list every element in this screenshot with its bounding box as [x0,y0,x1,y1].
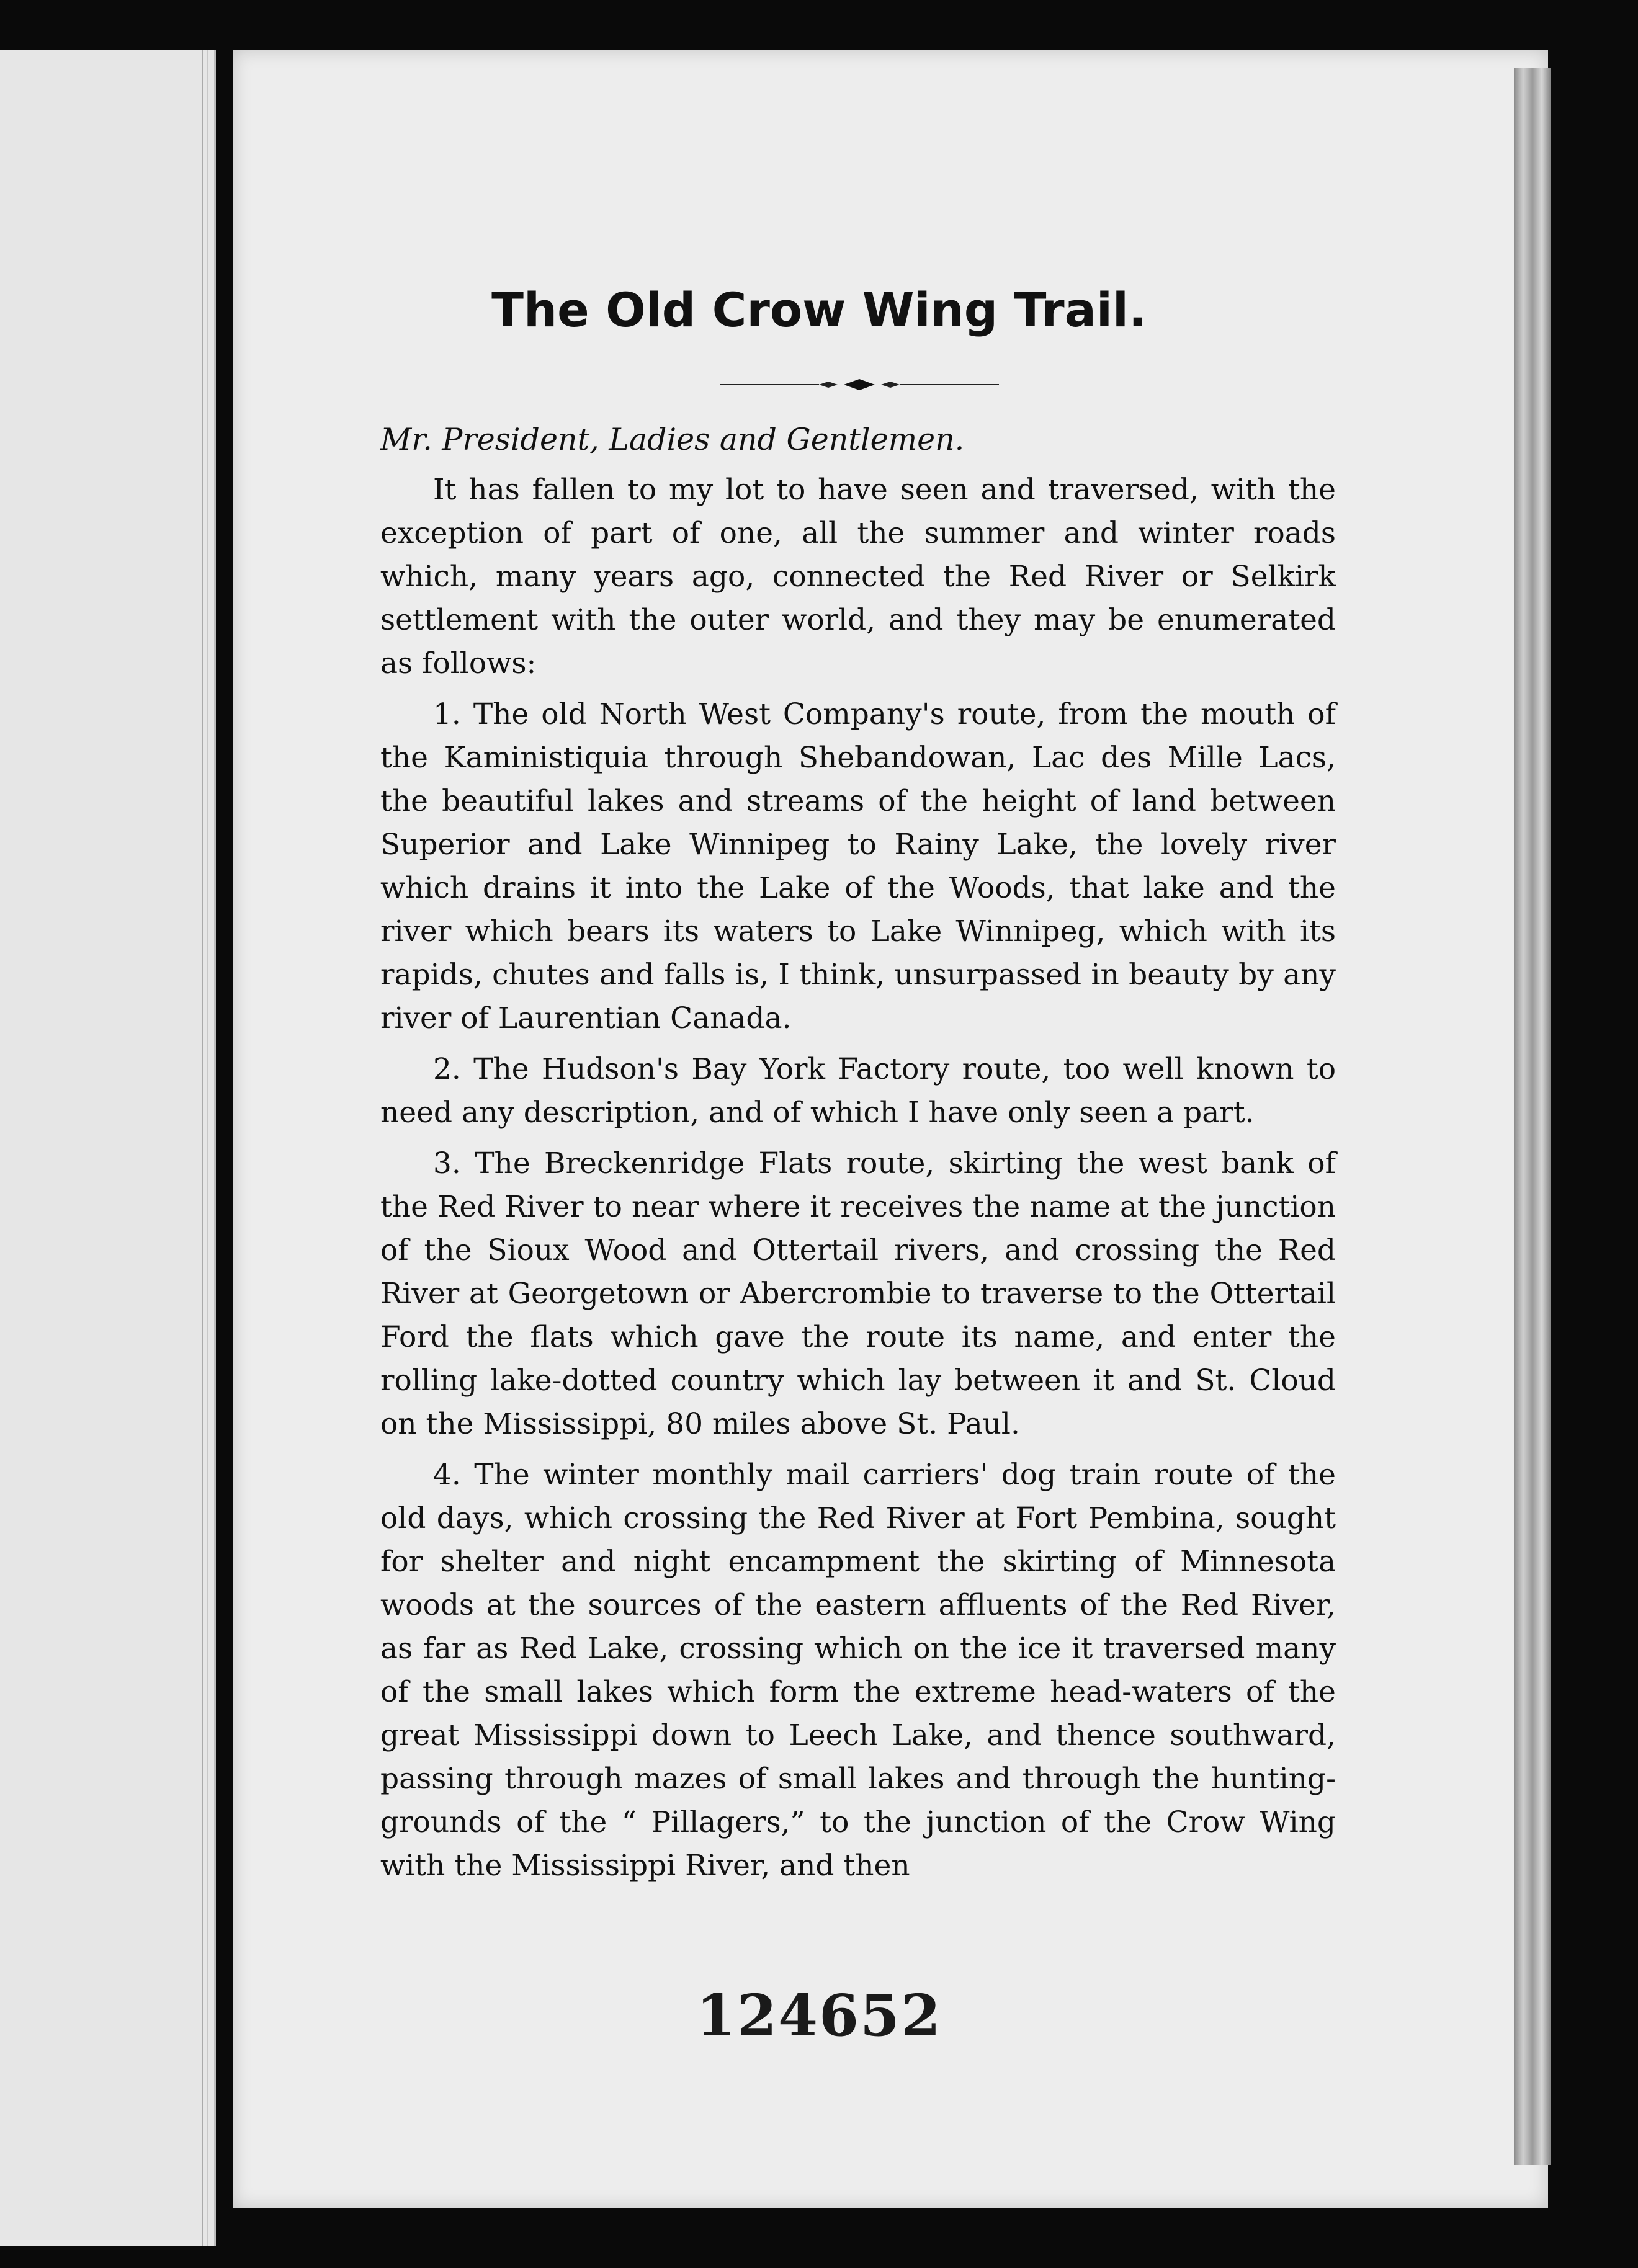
paragraph: It has fallen to my lot to have seen and traversed, with the exception of part of one, all the summer and winter roads which, many years ago, connected the Red River or Selkirk settlement with the outer world, and they may be enumerated as follows: [380,473,1336,681]
catalog-number: 124652 [696,1982,942,2049]
salutation: Mr. President, Ladies and Gentlemen. [380,422,965,457]
paragraph: 1. The old North West Company's route, from the mouth of the Kaministiquia through Shebandowan, Lac des Mille Lacs, the beautiful lakes and streams of the height of land between Superior and Lake Winnipeg to Rainy Lake, the lovely river which drains it into the Lake of the Woods, that lake and the river which bears its waters to Lake Winnipeg, which with its rapids, chutes and falls is, I think, unsurpassed in beauty by any river of Laurentian Canada. [380,697,1336,1035]
title-ornament [720,378,999,391]
facing-page [0,50,216,2246]
paragraph: 4. The winter monthly mail carriers' dog train route of the old days, which crossing the Red River at Fort Pembina, sought for shelter and night encampment the skirting of Minnesota woods at the sources of the eastern affluents of the Red River, as far as Red Lake, crossing which on the ice it traversed many of the small lakes which form the extreme head-waters of the great Mississippi down to Leech Lake, and thence southward, passing through mazes of small lakes and through the hunting-grounds of the “ Pillagers,” to the junction of the Crow Wing with the Mississippi River, and then [380,1458,1336,1883]
paragraph: 2. The Hudson's Bay York Factory route, too well known to need any description, and of which I have only seen a part. [380,1052,1336,1130]
paragraph: 3. The Breckenridge Flats route, skirting the west bank of the Red River to near where it receives the name at the junction of the Sioux Wood and Ottertail rivers, and crossing the Red River at Georgetown or Abercrombie to traverse to the Ottertail Ford the flats which gave the route its name, and enter the rolling lake-dotted country which lay between it and St. Cloud on the Mississippi, 80 miles above St. Paul. [380,1146,1336,1441]
page-fore-edge [1514,68,1551,2165]
page-title: The Old Crow Wing Trail. [491,282,1147,337]
body-text [380,468,1336,1895]
facing-page-edge [202,50,208,2246]
